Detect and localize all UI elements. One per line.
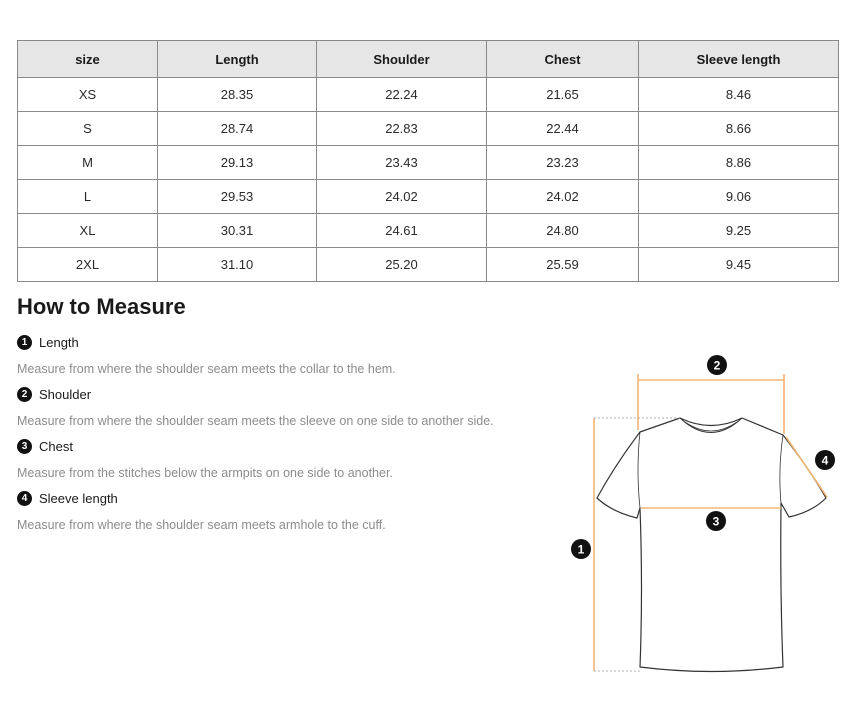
step-description-length: Measure from where the shoulder seam meets the collar to the hem. xyxy=(17,362,396,376)
table-row xyxy=(18,214,839,248)
header-chest: Chest xyxy=(487,41,639,78)
step-name: Length xyxy=(39,335,79,350)
number-2-icon: 2 xyxy=(17,387,32,402)
marker-chest xyxy=(706,511,726,531)
guide-dashes xyxy=(594,418,680,671)
table-row xyxy=(18,180,839,214)
header-length: Length xyxy=(158,41,317,78)
cell-chest: 22.44 xyxy=(487,112,639,146)
number-3-icon: 3 xyxy=(17,439,32,454)
cell-length: 29.13 xyxy=(158,146,317,180)
header-sleeve-length: Sleeve length xyxy=(639,41,839,78)
cell-shoulder: 22.24 xyxy=(317,78,487,112)
cell-sleeve-length: 8.86 xyxy=(639,146,839,180)
marker-shoulder xyxy=(707,355,727,375)
cell-length: 28.74 xyxy=(158,112,317,146)
number-1-icon: 1 xyxy=(17,335,32,350)
header-shoulder: Shoulder xyxy=(317,41,487,78)
cell-sleeve-length: 8.46 xyxy=(639,78,839,112)
step-name: Chest xyxy=(39,439,73,454)
marker-label: 3 xyxy=(712,514,720,529)
cell-shoulder: 24.61 xyxy=(317,214,487,248)
cell-sleeve-length: 9.25 xyxy=(639,214,839,248)
table-row xyxy=(18,248,839,282)
cell-shoulder: 24.02 xyxy=(317,180,487,214)
step-heading-length xyxy=(17,335,79,350)
marker-label: 4 xyxy=(821,453,829,468)
table-header-row xyxy=(18,41,839,78)
cell-chest: 25.59 xyxy=(487,248,639,282)
how-to-measure-title: How to Measure xyxy=(17,294,186,319)
marker-sleeve-length xyxy=(815,450,835,470)
size-chart-table xyxy=(17,40,839,282)
cell-sleeve-length: 9.45 xyxy=(639,248,839,282)
cell-size: S xyxy=(18,112,158,146)
step-name: Shoulder xyxy=(39,387,92,402)
cell-chest: 24.02 xyxy=(487,180,639,214)
header-size: size xyxy=(18,41,158,78)
cell-shoulder: 23.43 xyxy=(317,146,487,180)
marker-label: 1 xyxy=(577,542,585,557)
cell-length: 28.35 xyxy=(158,78,317,112)
marker-label: 2 xyxy=(713,358,721,373)
tshirt-measure-diagram xyxy=(560,345,840,680)
step-description-sleeve-length: Measure from where the shoulder seam meets armhole to the cuff. xyxy=(17,518,386,532)
step-heading-shoulder xyxy=(17,387,91,402)
marker-length xyxy=(571,539,591,559)
step-heading-chest xyxy=(17,439,73,454)
number-4-icon: 4 xyxy=(17,491,32,506)
cell-length: 31.10 xyxy=(158,248,317,282)
tshirt-outline-icon xyxy=(597,418,826,672)
cell-chest: 24.80 xyxy=(487,214,639,248)
step-heading-sleeve-length xyxy=(17,491,118,506)
table-row xyxy=(18,112,839,146)
cell-size: 2XL xyxy=(18,248,158,282)
cell-size: L xyxy=(18,180,158,214)
cell-size: XS xyxy=(18,78,158,112)
cell-size: M xyxy=(18,146,158,180)
cell-length: 30.31 xyxy=(158,214,317,248)
cell-size: XL xyxy=(18,214,158,248)
cell-sleeve-length: 8.66 xyxy=(639,112,839,146)
cell-chest: 21.65 xyxy=(487,78,639,112)
table-row xyxy=(18,146,839,180)
cell-shoulder: 22.83 xyxy=(317,112,487,146)
cell-length: 29.53 xyxy=(158,180,317,214)
cell-sleeve-length: 9.06 xyxy=(639,180,839,214)
step-description-chest: Measure from the stitches below the armpits on one side to another. xyxy=(17,466,393,480)
step-description-shoulder: Measure from where the shoulder seam meets the sleeve on one side to another side. xyxy=(17,414,494,428)
cell-shoulder: 25.20 xyxy=(317,248,487,282)
table-row xyxy=(18,78,839,112)
cell-chest: 23.23 xyxy=(487,146,639,180)
step-name: Sleeve length xyxy=(39,491,118,506)
